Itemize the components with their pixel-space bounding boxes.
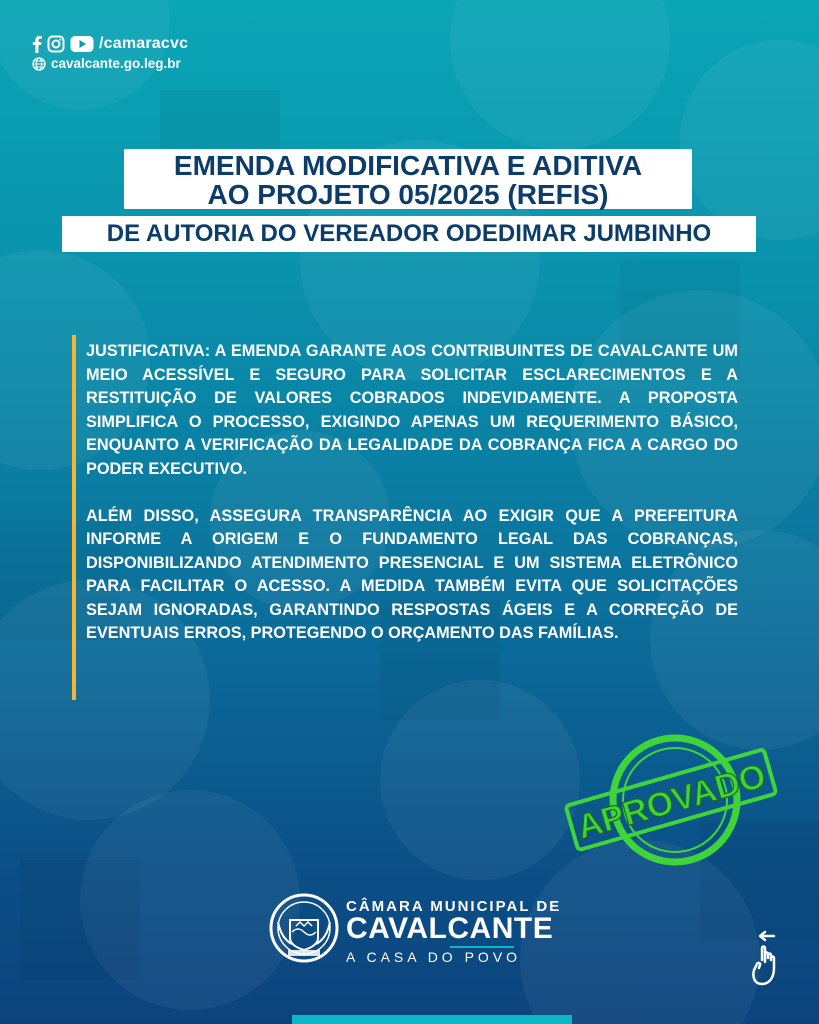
swipe-hand-icon[interactable] [748, 930, 802, 994]
paragraph-1: JUSTIFICATIVA: A EMENDA GARANTE AOS CONTRIBUINTES DE CAVALCANTE UM MEIO ACESSÍVEL E SEGURO PARA SOLICITAR ESCLARECIMENTOS E A RESTITUIÇÃO DE VALORES COBRADOS INDEVIDAMENTE. A PROPOSTA SIMPLIFICA O PROCESSO, EXIGINDO APENAS UM REQUERIMENTO BÁSICO, ENQUANTO A VERIFICAÇÃO DA LEGALIDADE DA COBRANÇA FICA A CARGO DO PODER EXECUTIVO. [86, 342, 738, 478]
facebook-icon[interactable] [32, 35, 42, 53]
youtube-icon[interactable] [70, 35, 94, 53]
bottom-accent-strip [292, 1015, 572, 1024]
social-header [32, 34, 188, 71]
paragraph-2: ALÉM DISSO, ASSEGURA TRANSPARÊNCIA AO EXIGIR QUE A PREFEITURA INFORME A ORIGEM E O FUNDAMENTO LEGAL DAS COBRANÇAS, DISPONIBILIZANDO ATENDIMENTO PRESENCIAL E UM SISTEMA ELETRÔNICO PARA FACILITAR O ACESSO. A MEDIDA TAMBÉM EVITA QUE SOLICITAÇÕES SEJAM IGNORADAS, GARANTINDO RESPOSTAS ÁGEIS E A CORREÇÃO DE EVENTUAIS ERROS, PROTEGENDO O ORÇAMENTO DAS FAMÍLIAS. [86, 506, 738, 642]
seal-icon [268, 892, 340, 964]
instagram-icon[interactable] [47, 35, 65, 53]
accent-bar [72, 335, 76, 700]
approved-stamp [560, 730, 780, 870]
page-subtitle: DE AUTORIA DO VEREADOR ODEDIMAR JUMBINHO [62, 216, 756, 252]
title-line-2: AO PROJETO 05/2025 (REFIS) [207, 179, 609, 210]
title-line-1: EMENDA MODIFICATIVA E ADITIVA [173, 150, 643, 181]
stamp-text: APROVADO [573, 756, 770, 847]
website-link[interactable]: cavalcante.go.leg.br [51, 56, 181, 71]
globe-icon [32, 57, 46, 71]
logo-line-1: CÂMARA MUNICIPAL DE [346, 898, 562, 915]
logo-line-2: CAVALCANTE [346, 912, 554, 945]
social-handle[interactable]: /camaracvc [99, 35, 189, 52]
logo-divider [450, 946, 514, 948]
justification-text [86, 340, 738, 646]
chamber-logo [268, 890, 562, 970]
logo-line-3: A CASA DO POVO [346, 949, 522, 965]
page-title [124, 149, 692, 209]
